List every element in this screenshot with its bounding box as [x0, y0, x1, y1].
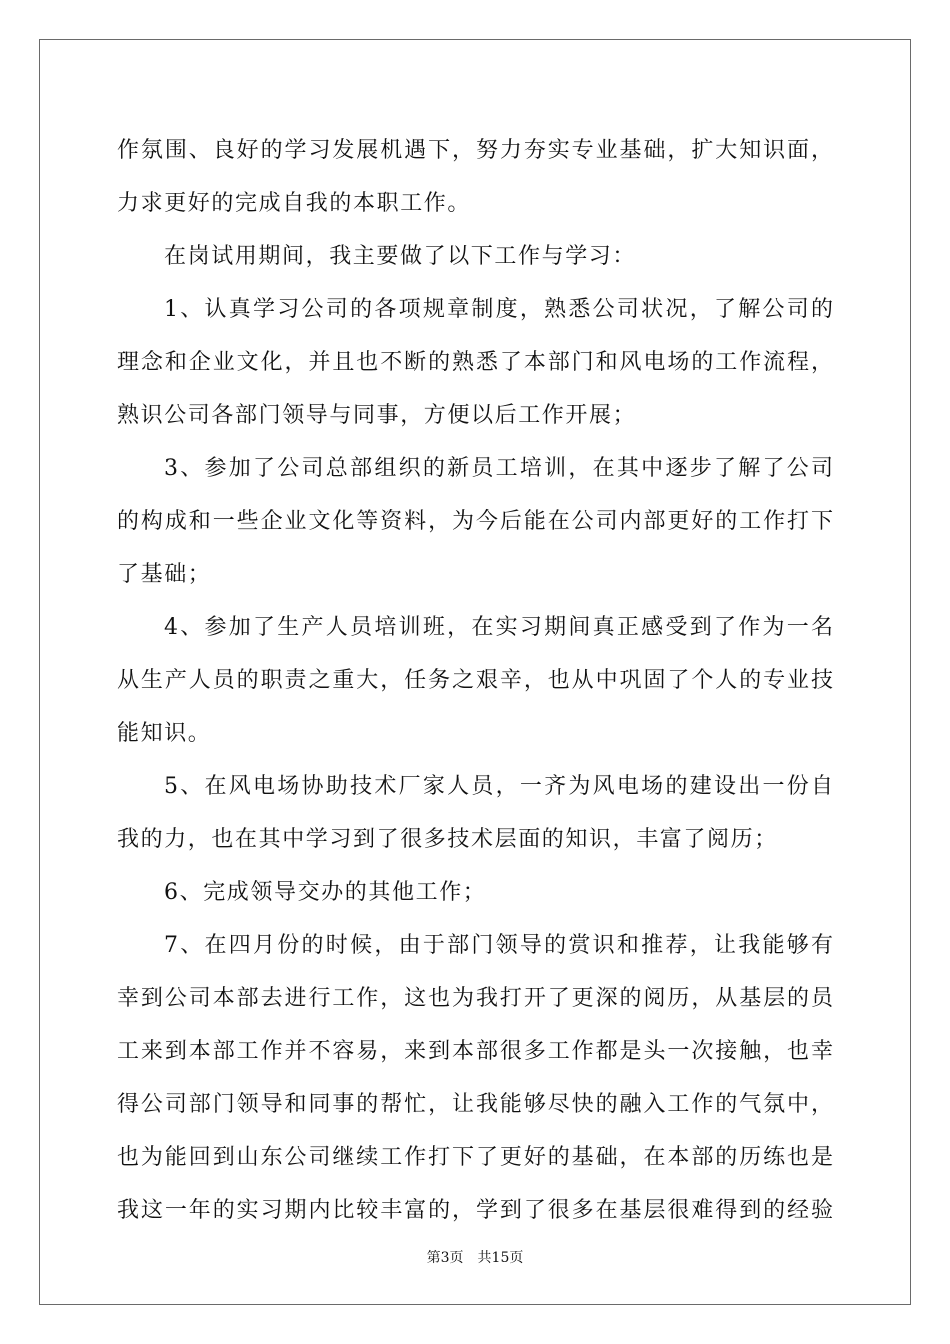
list-item-6: 6、完成领导交办的其他工作；	[164, 880, 487, 905]
text-line: 理念和企业文化，并且也不断的熟悉了本部门和风电场的工作流程，	[117, 350, 833, 375]
text-line: 熟识公司各部门领导与同事，方便以后工作开展；	[117, 403, 637, 428]
current-page-number: 第3页	[426, 1250, 464, 1266]
text-line: 我的力，也在其中学习到了很多技术层面的知识，丰富了阅历；	[117, 827, 778, 852]
text-line: 工来到本部工作并不容易，来到本部很多工作都是头一次接触，也幸	[117, 1039, 833, 1064]
list-item-7: 7、在四月份的时候，由于部门领导的赏识和推荐，让我能够有	[164, 933, 833, 958]
list-item-3: 3、参加了公司总部组织的新员工培训，在其中逐步了解了公司	[164, 456, 833, 481]
paragraph-intro: 在岗试用期间，我主要做了以下工作与学习：	[164, 244, 637, 269]
document-body	[117, 124, 833, 1237]
text-line: 作氛围、良好的学习发展机遇下，努力夯实专业基础，扩大知识面，	[117, 138, 833, 163]
text-line: 了基础；	[117, 562, 212, 587]
text-line: 能知识。	[117, 721, 212, 746]
total-page-count: 共15页	[477, 1250, 524, 1266]
page-footer	[0, 1247, 950, 1267]
text-line: 得公司部门领导和同事的帮忙，让我能够尽快的融入工作的气氛中，	[117, 1092, 833, 1117]
text-line: 也为能回到山东公司继续工作打下了更好的基础，在本部的历练也是	[117, 1145, 833, 1170]
text-line: 的构成和一些企业文化等资料，为今后能在公司内部更好的工作打下	[117, 509, 833, 534]
text-line: 我这一年的实习期内比较丰富的，学到了很多在基层很难得到的经验	[117, 1198, 833, 1223]
text-line: 力求更好的完成自我的本职工作。	[117, 191, 472, 216]
text-line: 从生产人员的职责之重大，任务之艰辛，也从中巩固了个人的专业技	[117, 668, 833, 693]
list-item-1: 1、认真学习公司的各项规章制度，熟悉公司状况，了解公司的	[164, 297, 833, 322]
list-item-5: 5、在风电场协助技术厂家人员，一齐为风电场的建设出一份自	[164, 774, 833, 799]
list-item-4: 4、参加了生产人员培训班，在实习期间真正感受到了作为一名	[164, 615, 833, 640]
text-line: 幸到公司本部去进行工作，这也为我打开了更深的阅历，从基层的员	[117, 986, 833, 1011]
